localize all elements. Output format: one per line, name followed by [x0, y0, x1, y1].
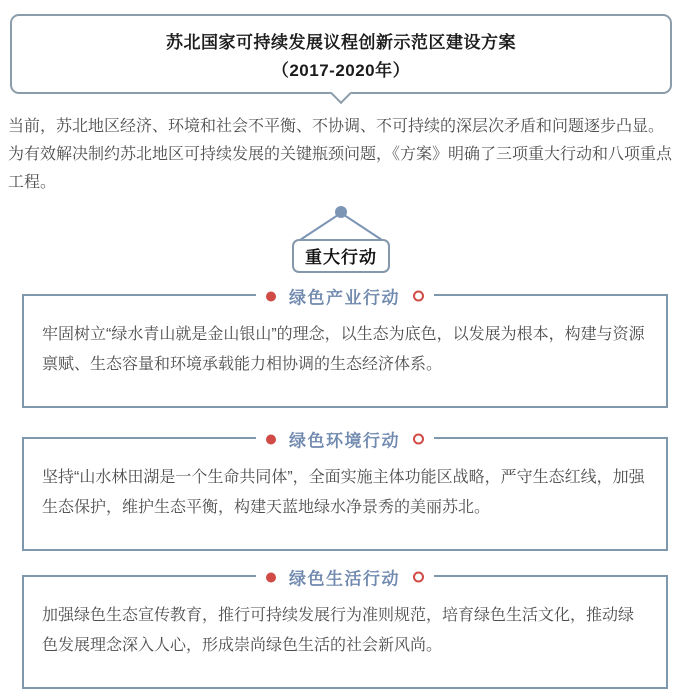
action-card-green-environment: [22, 431, 668, 551]
card-body: 坚持“山水林田湖是一个生命共同体”，全面实施主体功能区战略，严守生态红线，加强生态保护，维护生态平衡，构建天蓝地绿水净景秀的美丽苏北。: [42, 469, 645, 516]
card-body: 加强绿色生态宣传教育，推行可持续发展行为准则规范，培育绿色生活文化，推动绿色发展理念深入人心，形成崇尚绿色生活的社会新风尚。: [42, 607, 635, 654]
card-header: [256, 427, 434, 452]
hanger-pin-icon: [335, 206, 347, 218]
action-card-green-industry: [22, 288, 668, 408]
title-line-1: 苏北国家可持续发展议程创新示范区建设方案: [166, 33, 516, 52]
section-label: 重大行动: [292, 239, 390, 273]
hanger-lines-icon: [293, 204, 389, 241]
card-title: 绿色生活行动: [289, 569, 400, 589]
action-card-green-life: [22, 569, 668, 689]
bullet-ring-icon: [413, 572, 424, 583]
card-title: 绿色环境行动: [289, 431, 400, 451]
bullet-dot-icon: [266, 434, 276, 444]
card-header: [256, 284, 434, 309]
title-line-2: （2017-2020年）: [271, 61, 411, 80]
bullet-dot-icon: [266, 572, 276, 582]
card-title: 绿色产业行动: [289, 288, 400, 308]
speech-tail-icon: [330, 83, 351, 104]
card-header: [256, 565, 434, 590]
bullet-ring-icon: [413, 291, 424, 302]
card-body: 牢固树立“绿水青山就是金山银山”的理念，以生态为底色，以发展为根本，构建与资源禀赋、生态容量和环境承载能力相协调的生态经济体系。: [42, 326, 645, 373]
intro-paragraph: 当前，苏北地区经济、环境和社会不平衡、不协调、不可持续的深层次矛盾和问题逐步凸显。为有效解决制约苏北地区可持续发展的关键瓶颈问题，《方案》明确了三项重大行动和八项重点工程。: [8, 118, 673, 191]
title-box: [10, 14, 672, 94]
section-connector: [0, 204, 682, 273]
bullet-dot-icon: [266, 291, 276, 301]
bullet-ring-icon: [413, 434, 424, 445]
